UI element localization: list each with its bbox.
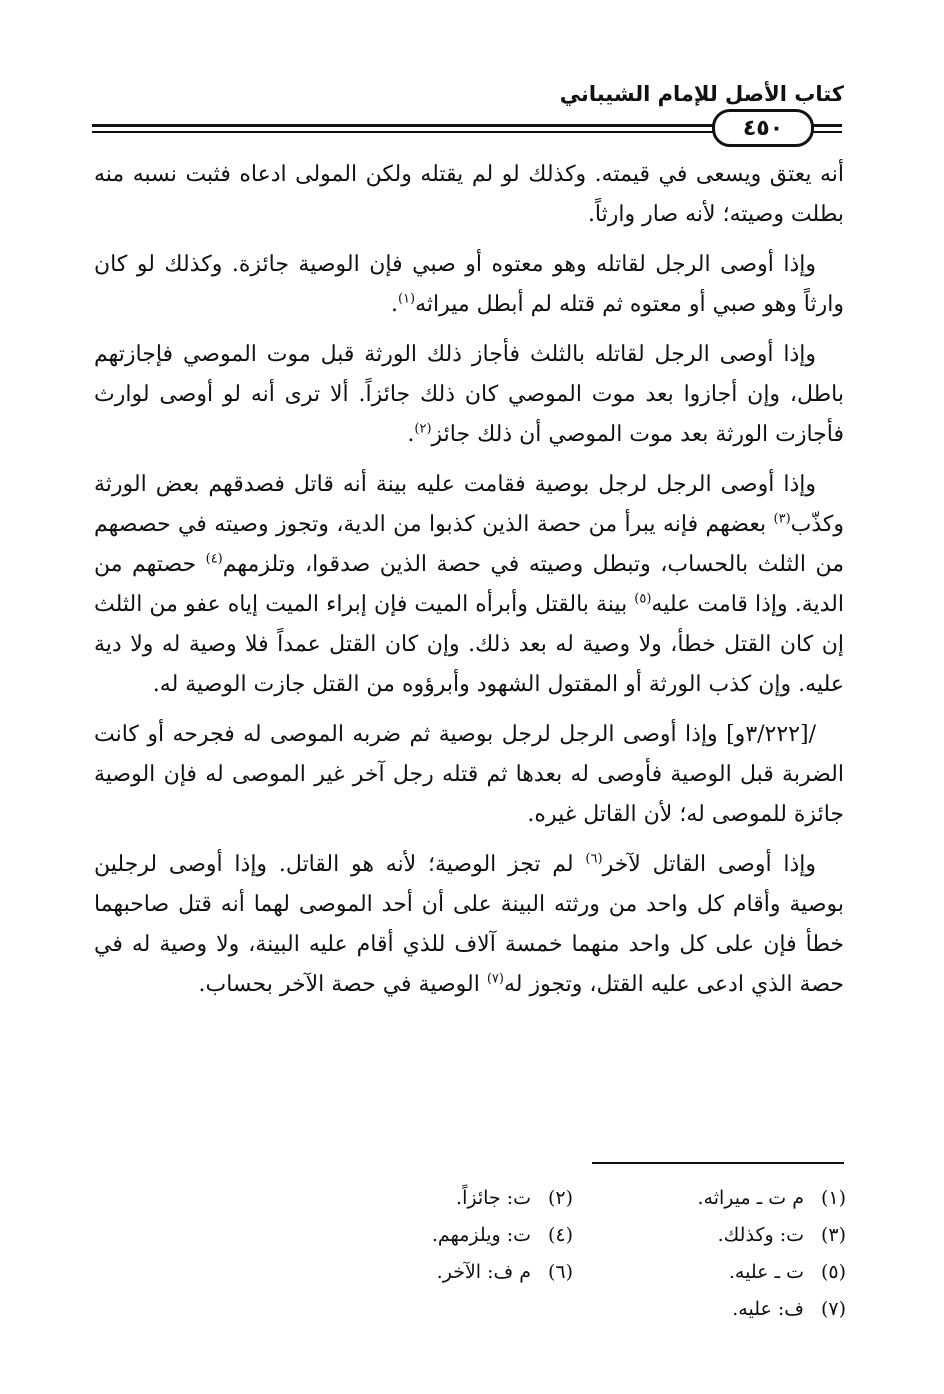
paragraph-2: وإذا أوصى الرجل لقاتله وهو معتوه أو صبي فإن الوصية جائزة. وكذلك لو كان وارثاً وهو صبي أو معتوه ثم قتله لم أبطل ميراثه$^{(١)}$. [94,252,844,317]
paragraph-3: وإذا أوصى الرجل لقاتله بالثلث فأجاز ذلك الورثة قبل موت الموصي فإجازتهم باطل، وإن أجازوا بعد موت الموصي كان ذلك جائزاً. ألا ترى أنه لو أوصى لوارث فأجازت الورثة بعد موت الموصي أن ذلك جائز$^{(٢)}$. [94,342,844,447]
footnote-row [300,1217,846,1254]
footnote-row [300,1291,846,1328]
footnote-row [300,1254,846,1291]
footnote-5: (٥)ت ـ عليه. [728,1261,846,1283]
footnote-row [300,1180,846,1217]
footnote-marker-3: (٣) [773,511,791,527]
footnote-6: (٦)م ف: الآخر. [436,1261,573,1283]
paragraph-1: أنه يعتق ويسعى في قيمته. وكذلك لو لم يقتله ولكن المولى ادعاه فثبت نسبه منه بطلت وصيته؛ لأنه صار وارثاً. [94,162,844,227]
footnote-1: (١)م ت ـ ميراثه. [697,1187,846,1209]
main-text [94,155,844,1015]
footnote-4: (٤)ت: ويلزمهم. [431,1224,573,1246]
footnote-marker-1: (١) [397,291,416,307]
footnote-7: (٧)ف: عليه. [732,1298,846,1320]
footnote-3: (٣)ت: وكذلك. [717,1224,846,1246]
running-head-title: كتاب الأصل للإمام الشيباني [559,82,844,106]
footnote-separator [592,1162,844,1164]
page-number: ٤٥٠ [742,115,784,141]
paragraph-5: /[٣/٢٢٢و] وإذا أوصى الرجل لرجل بوصية ثم ضربه الموصى له فجرحه أو كانت الضربة قبل الوصية فأوصى له بعدها ثم قتله رجل آخر غير الموصى له فإن الوصية جائزة للموصى له؛ لأن القاتل غيره. [94,722,845,827]
footnote-marker-7: (٧) [486,971,504,987]
footnote-2: (٢)ت: جائزاً. [456,1187,573,1209]
footnote-marker-2: (٢) [414,421,432,437]
paragraph-4: وإذا أوصى الرجل لرجل بوصية فقامت عليه بينة أنه قاتل فصدقهم بعض الورثة وكذّب$^{(٣)}$ بعضهم فإنه يبرأ من حصة الذين كذبوا من الدية، وتجوز وصيته في حصصهم من الثلث بالحساب، وتبطل وصيته في حصة الذين صدقوا، وتلزمهم$^{(٤)}$ حصتهم من الدية. وإذا قامت عليه$^{(٥)}$ بينة بالقتل وأبرأه الميت فإن إبراء الميت إياه عفو من الثلث إن كان القتل خطأ، ولا وصية له بعد ذلك. وإن كان القتل عمداً فلا وصية له ولا دية عليه. وإن كذب الورثة أو المقتول الشهود وأبرؤوه من القتل جازت الوصية له. [94,472,844,697]
paragraph-6: وإذا أوصى القاتل لآخر$^{(٦)}$ لم تجز الوصية؛ لأنه هو القاتل. وإذا أوصى لرجلين بوصية وأقام كل واحد من ورثته البينة على أن أحد الموصى لهما أنه قتل صاحبهما خطأ فإن على كل واحد منهما خمسة آلاف للذي أقام عليه البينة، ولا وصية له في حصة الذي ادعى عليه القتل، وتجوز له$^{(٧)}$ الوصية في حصة الآخر بحساب. [94,851,844,997]
footnote-marker-4: (٤) [205,551,223,567]
footnotes [300,1180,846,1328]
footnote-marker-5: (٥) [634,591,652,607]
footnote-marker-6: (٦) [585,851,603,867]
page-number-badge [712,109,814,147]
